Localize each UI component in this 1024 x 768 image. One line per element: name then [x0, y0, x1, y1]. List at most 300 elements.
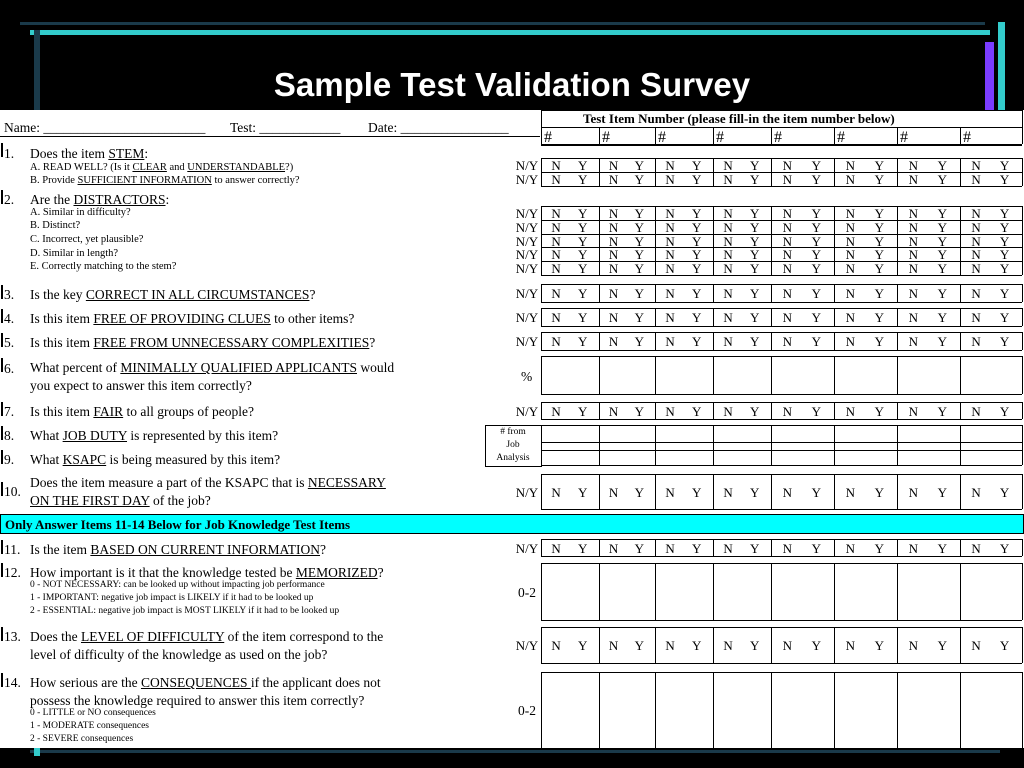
grid-hline [541, 627, 1022, 628]
answer-y[interactable]: Y [692, 286, 702, 301]
answer-y[interactable]: Y [937, 485, 948, 500]
answer-n[interactable]: N [782, 172, 793, 187]
answer-y[interactable]: Y [999, 220, 1010, 235]
answer-y[interactable]: Y [692, 261, 702, 276]
answer-y[interactable]: Y [692, 158, 702, 173]
answer-y[interactable]: Y [811, 541, 822, 556]
answer-n[interactable]: N [845, 541, 856, 556]
answer-y[interactable]: Y [750, 206, 760, 221]
answer-n[interactable]: N [845, 638, 856, 653]
answer-n[interactable]: N [845, 234, 856, 249]
answer-y[interactable]: Y [874, 158, 885, 173]
answer-n[interactable]: N [908, 206, 919, 221]
answer-y[interactable]: Y [750, 310, 760, 325]
answer-y[interactable]: Y [937, 261, 948, 276]
answer-y[interactable]: Y [999, 310, 1010, 325]
answer-y[interactable]: Y [750, 334, 760, 349]
answer-n[interactable]: N [723, 247, 733, 262]
answer-y[interactable]: Y [874, 638, 885, 653]
name-field[interactable]: Name: ________________________ [4, 120, 206, 135]
grid-hline [541, 350, 1022, 351]
q9-text: What KSAPC is being measured by this item? [30, 452, 281, 467]
answer-y[interactable]: Y [578, 485, 588, 500]
answer-y[interactable]: Y [578, 234, 588, 249]
grid-vline [834, 332, 835, 350]
answer-y[interactable]: Y [811, 206, 822, 221]
answer-n[interactable]: N [665, 541, 675, 556]
answer-n[interactable]: N [908, 485, 919, 500]
grid-vline [599, 402, 600, 419]
grid-vline [960, 284, 961, 302]
answer-n[interactable]: N [551, 158, 561, 173]
answer-y[interactable]: Y [634, 172, 644, 187]
grid-vline [960, 539, 961, 556]
answer-n[interactable]: N [608, 206, 619, 221]
answer-n[interactable]: N [782, 158, 793, 173]
answer-n[interactable]: N [551, 261, 561, 276]
answer-y[interactable]: Y [750, 234, 760, 249]
answer-n[interactable]: N [971, 485, 981, 500]
answer-y[interactable]: Y [692, 485, 702, 500]
answer-n[interactable]: N [908, 541, 919, 556]
answer-n[interactable]: N [665, 310, 675, 325]
answer-y[interactable]: Y [634, 485, 644, 500]
from-job-1: # from [500, 427, 526, 437]
answer-y[interactable]: Y [874, 334, 885, 349]
answer-y[interactable]: Y [750, 220, 760, 235]
answer-n[interactable]: N [551, 310, 561, 325]
answer-y[interactable]: Y [811, 286, 822, 301]
grid-vline [599, 474, 600, 509]
item-number-hash[interactable]: # [963, 129, 971, 146]
answer-y[interactable]: Y [999, 172, 1010, 187]
q13-number: 13. [4, 629, 21, 644]
answer-n[interactable]: N [845, 172, 856, 187]
answer-n[interactable]: N [971, 206, 981, 221]
answer-n[interactable]: N [551, 638, 561, 653]
answer-n[interactable]: N [665, 172, 675, 187]
answer-n[interactable]: N [608, 172, 619, 187]
answer-n[interactable]: N [608, 541, 619, 556]
answer-y[interactable]: Y [874, 220, 885, 235]
q3-number: 3. [4, 287, 15, 302]
answer-y[interactable]: Y [811, 158, 822, 173]
grid-vline [960, 308, 961, 326]
grid-vline [1022, 402, 1023, 419]
answer-n[interactable]: N [665, 261, 675, 276]
answer-n[interactable]: N [723, 310, 733, 325]
answer-y[interactable]: Y [937, 234, 948, 249]
grid-hline [541, 672, 1022, 673]
answer-y[interactable]: Y [874, 286, 885, 301]
answer-y[interactable]: Y [692, 234, 702, 249]
answer-n[interactable]: N [782, 638, 793, 653]
grid-vline [655, 308, 656, 326]
answer-n[interactable]: N [723, 286, 733, 301]
grid-vline [771, 356, 772, 394]
answer-n[interactable]: N [665, 247, 675, 262]
grid-vline [834, 206, 835, 275]
answer-n[interactable]: N [845, 334, 856, 349]
answer-n[interactable]: N [723, 261, 733, 276]
answer-n[interactable]: N [845, 220, 856, 235]
answer-y[interactable]: Y [634, 334, 644, 349]
q5-text: Is this item FREE FROM UNNECESSARY COMPLEXITIES? [30, 335, 376, 350]
answer-n[interactable]: N [551, 541, 561, 556]
answer-n[interactable]: N [782, 206, 793, 221]
answer-y[interactable]: Y [937, 310, 948, 325]
answer-y[interactable]: Y [750, 404, 760, 419]
grid-vline [834, 539, 835, 556]
answer-y[interactable]: Y [634, 310, 644, 325]
answer-n[interactable]: N [723, 638, 733, 653]
answer-y[interactable]: Y [634, 247, 644, 262]
answer-n[interactable]: N [608, 334, 619, 349]
answer-n[interactable]: N [782, 485, 793, 500]
answer-n[interactable]: N [782, 541, 793, 556]
ny-label: N/Y [515, 404, 539, 419]
grid-vline [897, 206, 898, 275]
answer-y[interactable]: Y [874, 310, 885, 325]
answer-n[interactable]: N [782, 220, 793, 235]
answer-y[interactable]: Y [692, 404, 702, 419]
answer-n[interactable]: N [971, 220, 981, 235]
answer-n[interactable]: N [971, 334, 981, 349]
grid-vline [771, 402, 772, 419]
answer-n[interactable]: N [971, 310, 981, 325]
ny-label: N/Y [515, 286, 539, 301]
top-accent-bar [30, 30, 990, 35]
answer-y[interactable]: Y [578, 638, 588, 653]
answer-n[interactable]: N [971, 247, 981, 262]
answer-n[interactable]: N [608, 286, 619, 301]
q4-number: 4. [4, 311, 15, 326]
answer-y[interactable]: Y [692, 206, 702, 221]
answer-n[interactable]: N [908, 261, 919, 276]
answer-y[interactable]: Y [937, 220, 948, 235]
answer-y[interactable]: Y [999, 158, 1010, 173]
answer-n[interactable]: N [723, 234, 733, 249]
answer-y[interactable]: Y [692, 334, 702, 349]
answer-n[interactable]: N [908, 334, 919, 349]
answer-n[interactable]: N [845, 286, 856, 301]
answer-y[interactable]: Y [874, 404, 885, 419]
answer-n[interactable]: N [608, 404, 619, 419]
item-number-hash[interactable]: # [774, 129, 782, 146]
answer-y[interactable]: Y [634, 404, 644, 419]
answer-n[interactable]: N [908, 404, 919, 419]
answer-n[interactable]: N [665, 334, 675, 349]
answer-y[interactable]: Y [692, 541, 702, 556]
answer-n[interactable]: N [551, 234, 561, 249]
grid-hline [541, 663, 1022, 664]
answer-y[interactable]: Y [937, 158, 948, 173]
answer-y[interactable]: Y [634, 541, 644, 556]
answer-y[interactable]: Y [578, 334, 588, 349]
grid-vline [897, 284, 898, 302]
answer-y[interactable]: Y [999, 247, 1010, 262]
answer-n[interactable]: N [723, 158, 733, 173]
answer-n[interactable]: N [551, 206, 561, 221]
grid-vline [599, 563, 600, 620]
answer-y[interactable]: Y [937, 334, 948, 349]
answer-y[interactable]: Y [634, 286, 644, 301]
q13-text-line2: level of difficulty of the knowledge as used on the job? [30, 647, 328, 662]
answer-n[interactable]: N [665, 234, 675, 249]
answer-n[interactable]: N [723, 485, 733, 500]
answer-n[interactable]: N [551, 172, 561, 187]
item-number-hash[interactable]: # [716, 129, 724, 146]
answer-n[interactable]: N [723, 172, 733, 187]
answer-y[interactable]: Y [578, 404, 588, 419]
q1-text: Does the item STEM: [30, 146, 149, 161]
answer-n[interactable]: N [723, 404, 733, 419]
grid-vline [599, 425, 600, 465]
answer-y[interactable]: Y [692, 247, 702, 262]
answer-n[interactable]: N [551, 404, 561, 419]
answer-n[interactable]: N [908, 286, 919, 301]
answer-n[interactable]: N [971, 541, 981, 556]
answer-n[interactable]: N [845, 485, 856, 500]
answer-n[interactable]: N [971, 404, 981, 419]
answer-y[interactable]: Y [874, 261, 885, 276]
answer-y[interactable]: Y [692, 638, 702, 653]
answer-y[interactable]: Y [578, 286, 588, 301]
answer-y[interactable]: Y [750, 172, 760, 187]
answer-n[interactable]: N [782, 334, 793, 349]
answer-y[interactable]: Y [634, 261, 644, 276]
answer-n[interactable]: N [782, 261, 793, 276]
answer-n[interactable]: N [845, 404, 856, 419]
answer-n[interactable]: N [608, 234, 619, 249]
answer-y[interactable]: Y [811, 485, 822, 500]
answer-n[interactable]: N [665, 158, 675, 173]
grid-vline [599, 284, 600, 302]
q3-text: Is the key CORRECT IN ALL CIRCUMSTANCES? [30, 287, 316, 302]
answer-y[interactable]: Y [750, 158, 760, 173]
answer-n[interactable]: N [665, 485, 675, 500]
grid-vline [599, 127, 600, 144]
answer-n[interactable]: N [908, 638, 919, 653]
answer-y[interactable]: Y [811, 638, 822, 653]
answer-y[interactable]: Y [937, 247, 948, 262]
answer-n[interactable]: N [608, 261, 619, 276]
answer-n[interactable]: N [971, 638, 981, 653]
answer-n[interactable]: N [782, 286, 793, 301]
answer-y[interactable]: Y [937, 172, 948, 187]
answer-n[interactable]: N [908, 234, 919, 249]
grid-vline [1022, 672, 1023, 748]
answer-y[interactable]: Y [578, 158, 588, 173]
answer-y[interactable]: Y [750, 638, 760, 653]
date-field[interactable]: Date: ________________ [368, 120, 509, 135]
q11-text: Is the item BASED ON CURRENT INFORMATION? [30, 542, 327, 557]
answer-n[interactable]: N [608, 310, 619, 325]
grid-hline [541, 539, 1022, 540]
answer-y[interactable]: Y [750, 541, 760, 556]
grid-vline [834, 284, 835, 302]
answer-n[interactable]: N [723, 206, 733, 221]
answer-n[interactable]: N [608, 638, 619, 653]
answer-y[interactable]: Y [874, 541, 885, 556]
answer-y[interactable]: Y [874, 234, 885, 249]
answer-y[interactable]: Y [999, 404, 1010, 419]
answer-y[interactable]: Y [937, 286, 948, 301]
answer-y[interactable]: Y [999, 234, 1010, 249]
answer-y[interactable]: Y [999, 261, 1010, 276]
answer-y[interactable]: Y [634, 158, 644, 173]
answer-y[interactable]: Y [692, 220, 702, 235]
ny-label: N/Y [515, 541, 539, 556]
answer-n[interactable]: N [971, 172, 981, 187]
q1a-text: A. READ WELL? (Is it CLEAR and UNDERSTANDABLE?) [30, 162, 294, 173]
answer-y[interactable]: Y [634, 206, 644, 221]
answer-n[interactable]: N [971, 158, 981, 173]
q7-text: Is this item FAIR to all groups of people? [30, 404, 254, 419]
answer-n[interactable]: N [608, 220, 619, 235]
answer-y[interactable]: Y [874, 485, 885, 500]
grid-vline [1022, 158, 1023, 186]
answer-y[interactable]: Y [811, 247, 822, 262]
answer-n[interactable]: N [845, 206, 856, 221]
answer-y[interactable]: Y [750, 261, 760, 276]
answer-y[interactable]: Y [937, 404, 948, 419]
answer-n[interactable]: N [908, 172, 919, 187]
item-number-hash[interactable]: # [602, 129, 610, 146]
answer-y[interactable]: Y [692, 172, 702, 187]
grid-vline [655, 563, 656, 620]
answer-y[interactable]: Y [750, 247, 760, 262]
answer-n[interactable]: N [782, 234, 793, 249]
answer-y[interactable]: Y [634, 220, 644, 235]
answer-n[interactable]: N [845, 310, 856, 325]
answer-n[interactable]: N [845, 158, 856, 173]
answer-y[interactable]: Y [578, 247, 588, 262]
answer-n[interactable]: N [782, 247, 793, 262]
answer-y[interactable]: Y [634, 638, 644, 653]
answer-n[interactable]: N [665, 286, 675, 301]
grid-hline [541, 419, 1022, 420]
item-number-hash[interactable]: # [658, 129, 666, 146]
answer-y[interactable]: Y [692, 310, 702, 325]
answer-y[interactable]: Y [999, 638, 1010, 653]
answer-n[interactable]: N [845, 247, 856, 262]
answer-n[interactable]: N [971, 234, 981, 249]
answer-n[interactable]: N [845, 261, 856, 276]
slide-title: Sample Test Validation Survey [273, 66, 751, 103]
answer-y[interactable]: Y [578, 310, 588, 325]
q10-number: 10. [4, 484, 21, 499]
answer-n[interactable]: N [908, 247, 919, 262]
answer-n[interactable]: N [551, 334, 561, 349]
answer-y[interactable]: Y [811, 220, 822, 235]
answer-n[interactable]: N [971, 286, 981, 301]
q5-number: 5. [4, 335, 15, 350]
answer-y[interactable]: Y [874, 206, 885, 221]
grid-hline [541, 110, 1022, 111]
item-number-hash[interactable]: # [544, 129, 552, 146]
answer-y[interactable]: Y [811, 404, 822, 419]
answer-y[interactable]: Y [999, 485, 1010, 500]
answer-n[interactable]: N [971, 261, 981, 276]
answer-y[interactable]: Y [750, 286, 760, 301]
answer-y[interactable]: Y [999, 206, 1010, 221]
ny-label: N/Y [515, 247, 539, 262]
item-number-hash[interactable]: # [837, 129, 845, 146]
answer-n[interactable]: N [908, 310, 919, 325]
answer-n[interactable]: N [723, 334, 733, 349]
answer-n[interactable]: N [551, 247, 561, 262]
answer-n[interactable]: N [723, 220, 733, 235]
grid-vline [960, 425, 961, 465]
grid-vline [655, 539, 656, 556]
grid-vline [713, 425, 714, 465]
grid-vline [599, 308, 600, 326]
grid-vline [541, 563, 542, 620]
answer-n[interactable]: N [608, 485, 619, 500]
answer-y[interactable]: Y [811, 334, 822, 349]
answer-y[interactable]: Y [999, 286, 1010, 301]
answer-y[interactable]: Y [937, 541, 948, 556]
answer-y[interactable]: Y [578, 220, 588, 235]
answer-y[interactable]: Y [578, 541, 588, 556]
answer-y[interactable]: Y [999, 541, 1010, 556]
answer-y[interactable]: Y [811, 310, 822, 325]
answer-y[interactable]: Y [811, 261, 822, 276]
answer-y[interactable]: Y [999, 334, 1010, 349]
answer-y[interactable]: Y [634, 234, 644, 249]
answer-n[interactable]: N [665, 638, 675, 653]
answer-n[interactable]: N [908, 158, 919, 173]
answer-y[interactable]: Y [874, 247, 885, 262]
answer-n[interactable]: N [908, 220, 919, 235]
answer-n[interactable]: N [782, 404, 793, 419]
answer-n[interactable]: N [665, 404, 675, 419]
test-field[interactable]: Test: ____________ [230, 120, 341, 135]
answer-n[interactable]: N [608, 158, 619, 173]
grid-vline [834, 425, 835, 465]
q12-scale-0: 0 - NOT NECESSARY: can be looked up without impacting job performance [30, 580, 325, 590]
answer-y[interactable]: Y [578, 261, 588, 276]
q9-number: 9. [4, 452, 15, 467]
answer-n[interactable]: N [665, 206, 675, 221]
grid-vline [1022, 356, 1023, 394]
answer-n[interactable]: N [551, 286, 561, 301]
q8-text: What JOB DUTY is represented by this item? [30, 428, 279, 443]
grid-vline [655, 402, 656, 419]
grid-vline [771, 539, 772, 556]
answer-y[interactable]: Y [750, 485, 760, 500]
grid-vline [655, 672, 656, 748]
answer-y[interactable]: Y [874, 172, 885, 187]
answer-n[interactable]: N [723, 541, 733, 556]
answer-y[interactable]: Y [937, 638, 948, 653]
answer-n[interactable]: N [665, 220, 675, 235]
answer-y[interactable]: Y [811, 234, 822, 249]
answer-n[interactable]: N [551, 485, 561, 500]
answer-n[interactable]: N [551, 220, 561, 235]
grid-vline [655, 127, 656, 144]
item-number-hash[interactable]: # [900, 129, 908, 146]
grid-vline [771, 425, 772, 465]
answer-n[interactable]: N [608, 247, 619, 262]
grid-vline [713, 206, 714, 275]
answer-n[interactable]: N [782, 310, 793, 325]
answer-y[interactable]: Y [578, 172, 588, 187]
answer-y[interactable]: Y [937, 206, 948, 221]
answer-y[interactable]: Y [578, 206, 588, 221]
answer-y[interactable]: Y [811, 172, 822, 187]
